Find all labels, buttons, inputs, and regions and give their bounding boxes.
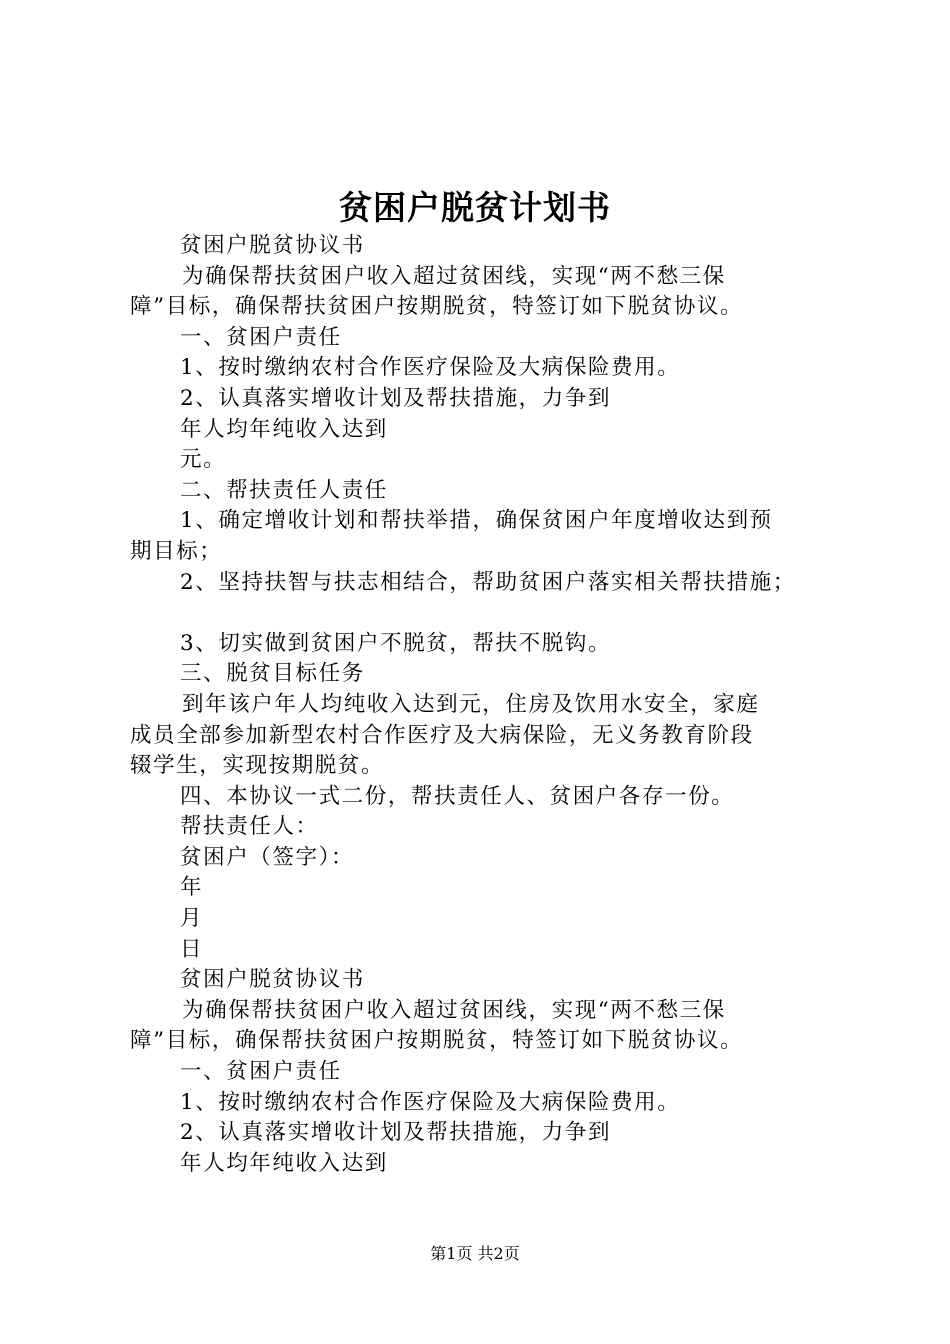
body-line: 障”目标，确保帮扶贫困户按期脱贫，特签订如下脱贫协议。 — [130, 1028, 744, 1054]
body-line: 2、坚持扶智与扶志相结合，帮助贫困户落实相关帮扶措施； — [180, 569, 796, 595]
body-line: 1、按时缴纳农村合作医疗保险及大病保险费用。 — [180, 1089, 681, 1115]
body-line: 日 — [180, 936, 204, 962]
body-line: 为确保帮扶贫困户收入超过贫困线，实现“两不愁三保 — [182, 997, 726, 1023]
body-line: 障”目标，确保帮扶贫困户按期脱贫，特签订如下脱贫协议。 — [130, 294, 744, 320]
body-line: 月 — [180, 906, 204, 932]
body-line: 贫困户脱贫协议书 — [180, 967, 365, 993]
body-line: 2、认真落实增收计划及帮扶措施，力争到 — [180, 385, 612, 411]
body-line: 为确保帮扶贫困户收入超过贫困线，实现“两不愁三保 — [182, 263, 726, 289]
body-line: 三、脱贫目标任务 — [180, 661, 365, 687]
body-line: 一、贫困户责任 — [180, 324, 342, 350]
body-line: 年 — [180, 875, 204, 901]
body-line: 元。 — [180, 447, 227, 473]
document-title: 贫困户脱贫计划书 — [339, 188, 611, 227]
body-line: 年人均年纯收入达到 — [180, 416, 388, 442]
body-line: 到年该户年人均纯收入达到元，住房及饮用水安全，家庭 — [182, 691, 760, 717]
body-line: 3、切实做到贫困户不脱贫，帮扶不脱钩。 — [180, 630, 612, 656]
body-line: 贫困户（签字）： — [180, 844, 355, 870]
body-line: 辍学生，实现按期脱贫。 — [130, 753, 385, 779]
body-line: 四、本协议一式二份，帮扶责任人、贫困户各存一份。 — [180, 783, 735, 809]
body-line: 贫困户脱贫协议书 — [180, 233, 365, 258]
body-line: 期目标； — [130, 538, 223, 564]
body-line: 1、确定增收计划和帮扶举措，确保贫困户年度增收达到预 — [180, 508, 773, 534]
body-line: 一、贫困户责任 — [180, 1059, 342, 1085]
body-line: 年人均年纯收入达到 — [180, 1150, 388, 1176]
body-line: 帮扶责任人： — [180, 814, 319, 840]
body-line: 1、按时缴纳农村合作医疗保险及大病保险费用。 — [180, 355, 681, 381]
body-line: 成员全部参加新型农村合作医疗及大病保险，无义务教育阶段 — [130, 722, 754, 748]
body-line: 2、认真落实增收计划及帮扶措施，力争到 — [180, 1120, 612, 1146]
page-footer: 第1页 共2页 — [430, 1244, 520, 1263]
body-line: 二、帮扶责任人责任 — [180, 477, 388, 503]
document-body — [130, 231, 840, 1179]
blank-line — [130, 598, 840, 629]
